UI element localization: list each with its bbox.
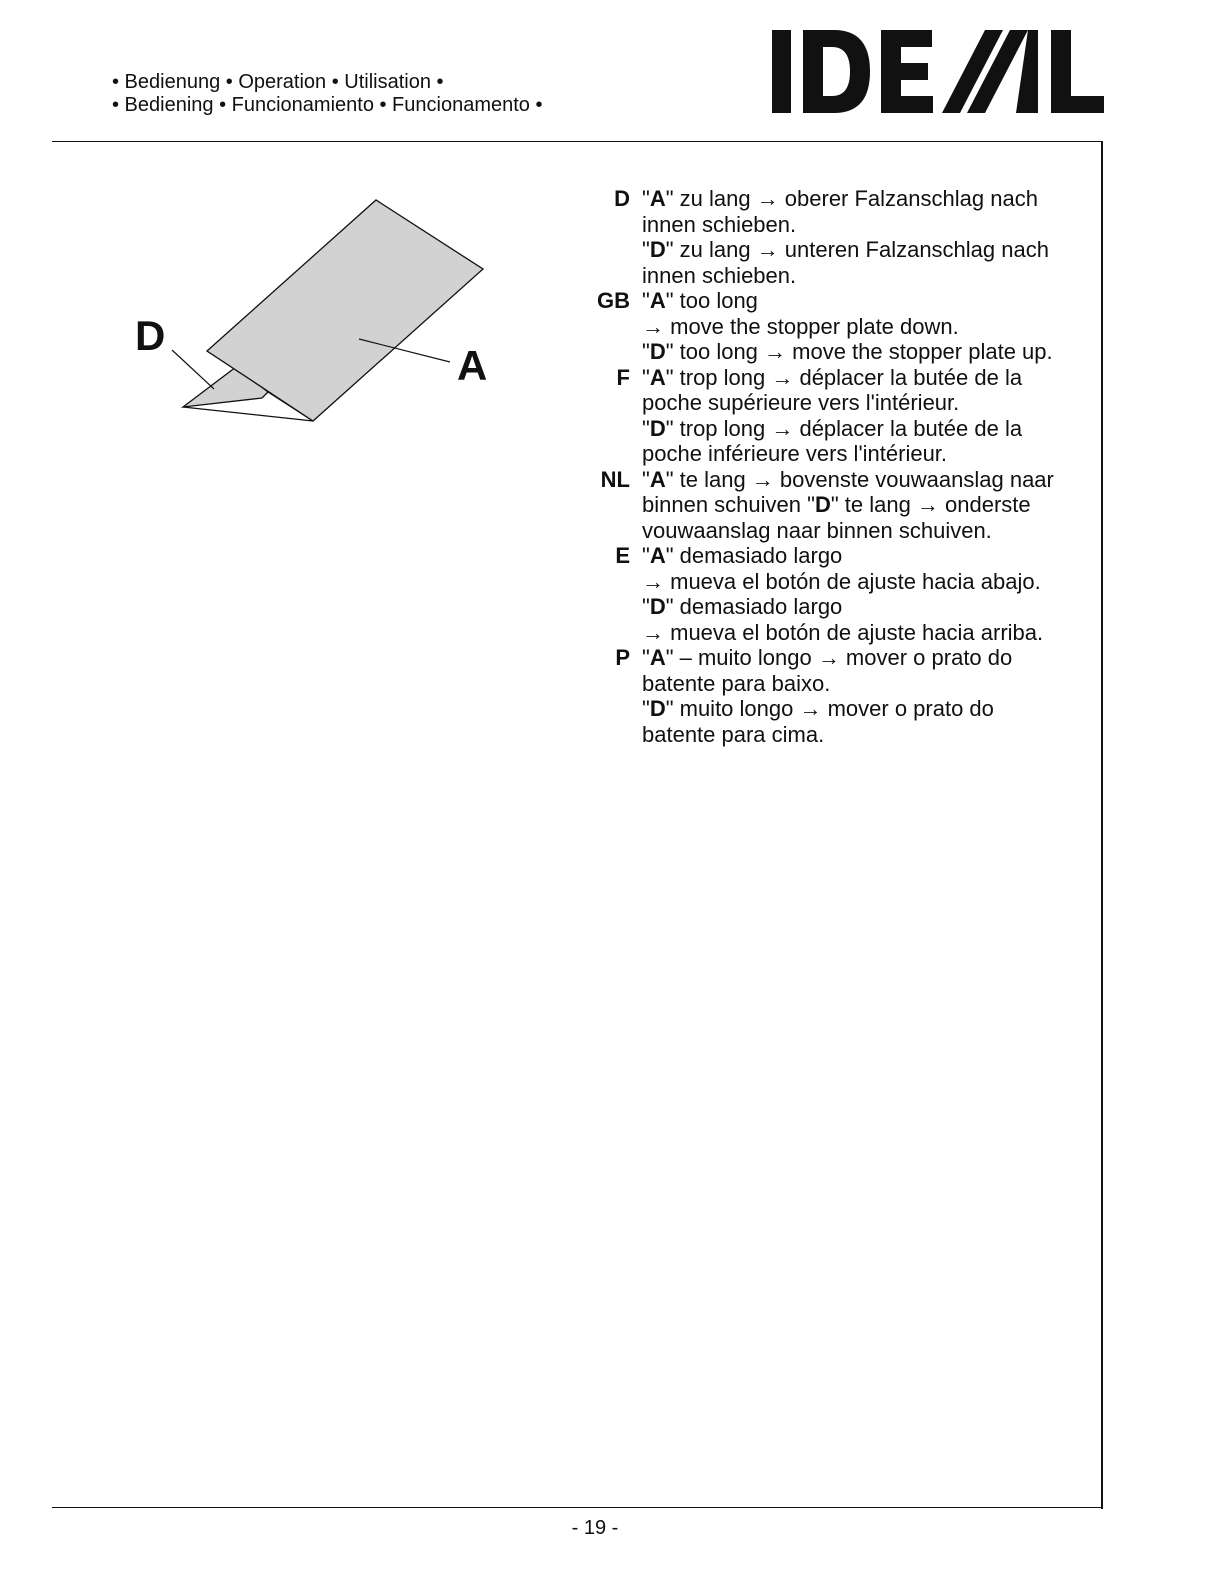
instruction-line: "D" zu lang → unteren Falzanschlag nach <box>642 237 1049 262</box>
language-code: GB <box>597 288 630 313</box>
instruction-line: "A" zu lang → oberer Falzanschlag nach <box>642 186 1038 211</box>
instruction-text <box>642 288 1053 365</box>
instruction-line: "D" too long → move the stopper plate up. <box>642 339 1053 364</box>
instruction-text <box>642 467 1054 544</box>
instruction-entry-p <box>590 645 1090 747</box>
instruction-text <box>642 645 1012 747</box>
header-line-1: • Bedienung • Operation • Utilisation • <box>112 71 444 93</box>
language-code: D <box>614 186 630 211</box>
instruction-line: "A" te lang → bovenste vouwaanslag naar <box>642 466 1054 492</box>
instruction-entry-f <box>590 365 1090 467</box>
bottom-rule <box>52 1507 1103 1508</box>
instruction-line: batente para cima. <box>642 721 825 747</box>
header-line-2: • Bediening • Funcionamiento • Funcionamento • <box>112 94 543 116</box>
right-rule <box>1101 141 1103 1509</box>
instruction-line: "A" – muito longo → mover o prato do <box>642 645 1013 670</box>
instruction-entry-e <box>590 543 1090 645</box>
instruction-line: "D" demasiado largo <box>642 594 843 619</box>
language-code: E <box>615 543 630 568</box>
instruction-entry-d <box>590 186 1090 288</box>
language-code: F <box>616 364 630 390</box>
instruction-line: → mueva el botón de ajuste hacia arriba. <box>642 619 1044 645</box>
instruction-line: "A" demasiado largo <box>642 543 843 568</box>
instruction-line: "A" trop long → déplacer la butée de la <box>642 364 1023 390</box>
instruction-text <box>642 365 1022 467</box>
top-rule <box>52 141 1103 142</box>
instruction-line: "A" too long <box>642 288 758 313</box>
language-code: P <box>615 645 630 670</box>
page-number: - 19 - <box>571 1517 619 1539</box>
instruction-entry-nl <box>590 467 1090 544</box>
folding-diagram <box>130 190 510 430</box>
instruction-line: poche inférieure vers l'intérieur. <box>642 441 948 466</box>
instruction-line: "D" muito longo → mover o prato do <box>642 696 994 721</box>
instruction-line: → mueva el botón de ajuste hacia abajo. <box>642 568 1041 594</box>
label-a: A <box>457 342 488 389</box>
label-d: D <box>135 312 166 359</box>
instructions-list <box>590 186 1090 747</box>
instruction-line: "D" trop long → déplacer la butée de la <box>642 415 1023 441</box>
instruction-line: → move the stopper plate down. <box>642 313 959 339</box>
instruction-line: binnen schuiven "D" te lang → onderste <box>642 492 1031 517</box>
instruction-text <box>642 186 1049 288</box>
instruction-entry-gb <box>590 288 1090 365</box>
instruction-text <box>642 543 1043 645</box>
leader-line-d <box>172 350 214 389</box>
instruction-line: poche supérieure vers l'intérieur. <box>642 390 960 415</box>
instruction-line: innen schieben. <box>642 211 797 237</box>
instruction-line: vouwaanslag naar binnen schuiven. <box>642 517 992 543</box>
instruction-line: innen schieben. <box>642 262 797 288</box>
ideal-logo <box>772 30 1104 116</box>
instruction-line: batente para baixo. <box>642 670 831 696</box>
language-code: NL <box>600 466 630 492</box>
